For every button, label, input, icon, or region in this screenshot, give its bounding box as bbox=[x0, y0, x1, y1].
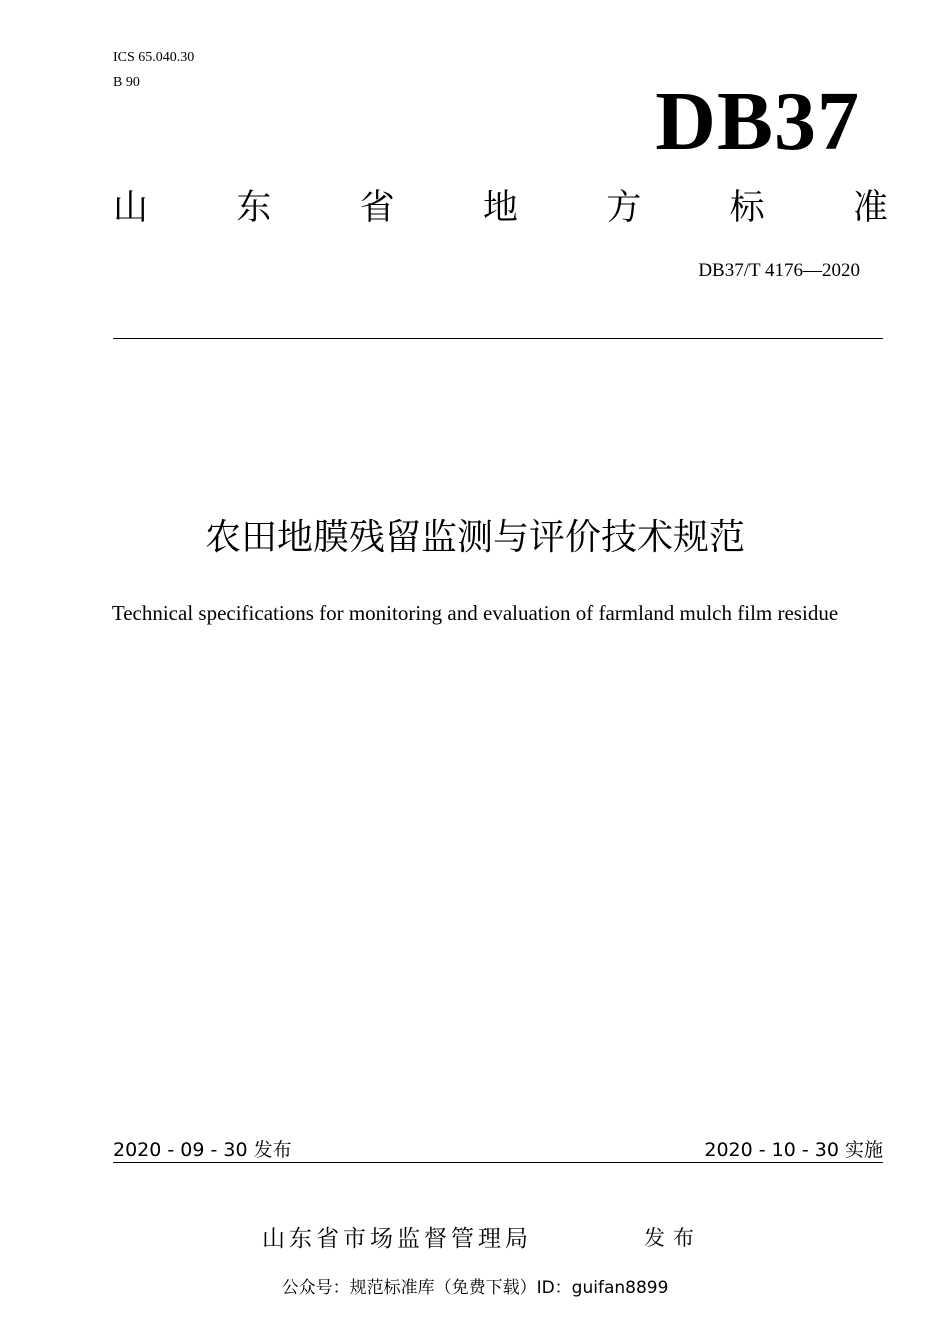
db-logo: DB37 bbox=[655, 75, 860, 168]
english-title: Technical specifications for monitoring and evaluation of farmland mulch film residue bbox=[111, 601, 839, 625]
standard-type-char: 地 bbox=[482, 188, 518, 228]
standard-number: DB37/T 4176—2020 bbox=[698, 260, 860, 281]
issue-label: 发布 bbox=[644, 1226, 702, 1250]
classification-code: B 90 bbox=[113, 75, 140, 90]
date-divider bbox=[113, 1162, 883, 1163]
implement-date: 2020 - 10 - 30 实施 bbox=[704, 1139, 883, 1161]
standard-type-char: 准 bbox=[852, 188, 888, 228]
issuing-authority: 山东省市场监督管理局 bbox=[262, 1226, 532, 1252]
standard-type-char: 山 bbox=[113, 188, 149, 228]
header-divider bbox=[113, 338, 883, 339]
standard-type bbox=[113, 186, 888, 230]
publish-date: 2020 - 09 - 30 发布 bbox=[113, 1139, 292, 1161]
standard-type-char: 东 bbox=[236, 188, 272, 228]
standard-type-char: 方 bbox=[606, 188, 642, 228]
chinese-title: 农田地膜残留监测与评价技术规范 bbox=[204, 517, 745, 558]
ics-code: ICS 65.040.30 bbox=[113, 50, 195, 65]
footer-note: 公众号：规范标准库（免费下载）ID：guifan8899 bbox=[281, 1278, 669, 1298]
standard-type-char: 标 bbox=[729, 188, 765, 228]
standard-type-char: 省 bbox=[359, 188, 395, 228]
